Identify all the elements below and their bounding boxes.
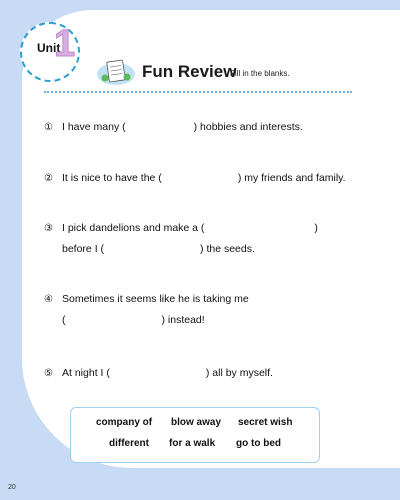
unit-number: 1 bbox=[54, 23, 76, 65]
review-paper-icon bbox=[96, 58, 136, 86]
question-marker: ③ bbox=[44, 223, 53, 234]
word-bank-item: for a walk bbox=[169, 438, 216, 449]
dotted-divider bbox=[44, 91, 352, 93]
page-number: 20 bbox=[8, 484, 16, 491]
question-marker: ⑤ bbox=[44, 368, 53, 379]
word-bank-item: go to bed bbox=[236, 438, 281, 449]
instruction-text: Fill in the blanks. bbox=[230, 69, 290, 78]
question-marker: ② bbox=[44, 173, 53, 184]
question-3-line-2: before I ( ) the seeds. bbox=[62, 243, 255, 255]
section-title: Fun Review bbox=[142, 62, 237, 81]
question-4-line-2: ( ) instead! bbox=[62, 314, 205, 326]
word-bank-item: blow away bbox=[171, 417, 222, 428]
question-marker: ① bbox=[44, 122, 53, 133]
word-bank-item: different bbox=[109, 438, 149, 449]
word-bank-item: secret wish bbox=[238, 417, 293, 428]
word-bank-item: company of bbox=[96, 417, 153, 428]
question-1: ① I have many ( ) hobbies and interests. bbox=[44, 121, 303, 133]
question-3: ③ I pick dandelions and make a ( ) bbox=[44, 222, 318, 234]
unit-label: Unit bbox=[37, 41, 61, 55]
question-2: ② It is nice to have the ( ) my friends and family. bbox=[44, 172, 346, 184]
question-5: ⑤ At night I ( ) all by myself. bbox=[44, 367, 273, 379]
question-marker: ④ bbox=[44, 294, 53, 305]
question-4: ④ Sometimes it seems like he is taking me bbox=[44, 293, 249, 305]
word-bank-box bbox=[70, 407, 320, 463]
